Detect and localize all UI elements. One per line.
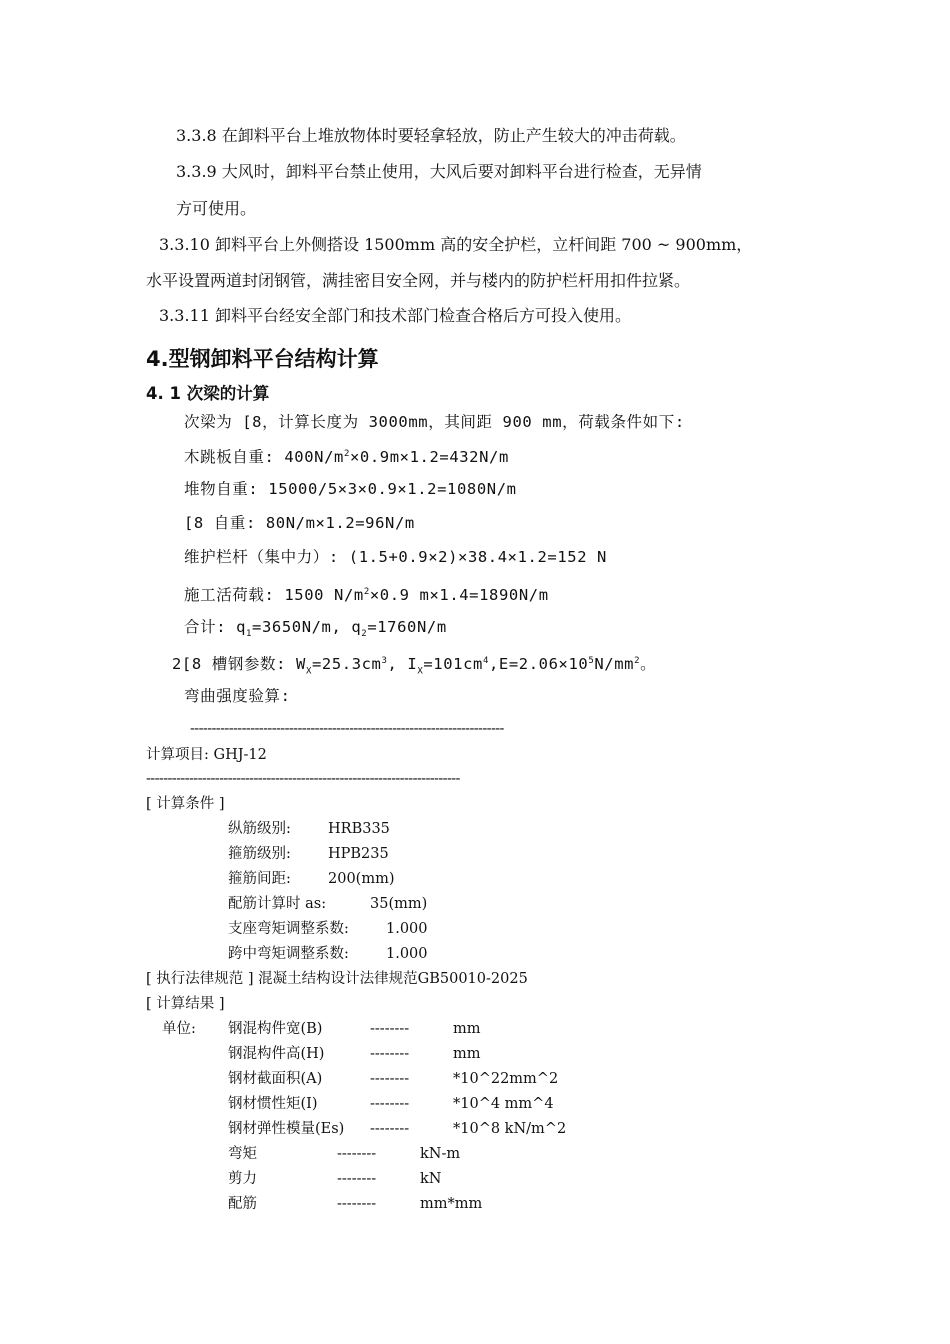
condition-label: 箍筋级别:	[228, 846, 291, 862]
result-dashes: --------	[370, 1121, 410, 1137]
result-label: 钢混构件宽(B)	[228, 1021, 323, 1037]
report-results-header: [ 计算结果 ]	[146, 996, 225, 1012]
condition-value: 200(mm)	[328, 871, 395, 887]
calc-line-channel-params: 2[8 槽钢参数: $W_X=25.3cm^3$, $I_X=101cm^4,E=2.06\times 10^5N/mm^2$。	[172, 655, 657, 677]
paragraph-3-3-10-cont: 水平设置两道封闭钢管，满挂密目安全网，并与楼内的防护栏杆用扣件拉紧。	[146, 271, 691, 290]
unit-label: 单位:	[162, 1021, 196, 1037]
result-dashes: --------	[370, 1046, 410, 1062]
calc-line-railing: 维护栏杆（集中力）: (1.5+0.9×2)×38.4×1.2=152 N	[184, 548, 607, 566]
result-label: 钢材惯性矩(I)	[228, 1096, 318, 1112]
calc-line-stack-weight: 堆物自重: 15000/5×3×0.9×1.2=1080N/m	[184, 480, 517, 498]
result-dashes: --------	[337, 1171, 377, 1187]
condition-value: HPB235	[328, 846, 389, 862]
paragraph-3-3-9: 3.3.9 大风时，卸料平台禁止使用，大风后要对卸料平台进行检查，无异情	[176, 162, 702, 181]
report-dash-top: -------------------------------------------------------------------------	[190, 721, 504, 737]
report-conditions-header: [ 计算条件 ]	[146, 796, 225, 812]
condition-label: 箍筋间距:	[228, 871, 291, 887]
condition-value: 1.000	[386, 921, 428, 937]
condition-label: 跨中弯矩调整系数:	[228, 946, 349, 962]
calc-line-bending-check: 弯曲强度验算:	[184, 687, 291, 705]
condition-label: 配筋计算时 as:	[228, 896, 327, 912]
condition-value: 1.000	[386, 946, 428, 962]
condition-label: 支座弯矩调整系数:	[228, 921, 349, 937]
result-unit: *10^4 mm^4	[453, 1096, 554, 1112]
calc-line-channel-weight: [8 自重: 80N/m×1.2=96N/m	[184, 514, 415, 532]
result-label: 弯矩	[228, 1146, 257, 1162]
result-unit: mm*mm	[420, 1196, 483, 1212]
report-dash-mid: -------------------------------------------------------------------------	[146, 771, 460, 787]
calc-line-wood-board: 木跳板自重: $400N/m^2\times 0.9m\times 1.2=432N/m$	[184, 448, 509, 467]
result-unit: *10^8 kN/m^2	[453, 1121, 567, 1137]
calc-line-total: 合计: $q_1=3650N/m$, $q_2=1760N/m$	[184, 618, 447, 640]
result-unit: mm	[453, 1021, 481, 1037]
paragraph-3-3-9-cont: 方可使用。	[176, 199, 257, 218]
result-dashes: --------	[337, 1146, 377, 1162]
condition-label: 纵筋级别:	[228, 821, 291, 837]
section-subtitle: 4. 1 次梁的计算	[146, 384, 270, 403]
condition-value: HRB335	[328, 821, 390, 837]
report-project: 计算项目: GHJ-12	[146, 747, 267, 763]
result-label: 钢混构件高(H)	[228, 1046, 325, 1062]
result-unit: mm	[453, 1046, 481, 1062]
paragraph-3-3-8: 3.3.8 在卸料平台上堆放物体时要轻拿轻放，防止产生较大的冲击荷载。	[176, 126, 686, 145]
result-label: 配筋	[228, 1196, 257, 1212]
result-label: 钢材截面积(A)	[228, 1071, 323, 1087]
section-title: 4.型钢卸料平台结构计算	[146, 347, 379, 371]
result-dashes: --------	[370, 1096, 410, 1112]
result-unit: kN	[420, 1171, 442, 1187]
paragraph-3-3-10: 3.3.10 卸料平台上外侧搭设 1500mm 高的安全护栏，立杆间距 700 ~ 900mm，	[159, 235, 753, 254]
calc-intro: 次梁为 [8，计算长度为 3000mm，其间距 900 mm，荷载条件如下:	[184, 413, 685, 431]
result-dashes: --------	[337, 1196, 377, 1212]
result-label: 钢材弹性模量(Es)	[228, 1121, 345, 1137]
calc-line-live-load: 施工活荷载: 1500 $N/m^2\times 0.9$ m×1.4=1890N/m	[184, 586, 549, 605]
result-unit: *10^22mm^2	[453, 1071, 559, 1087]
report-code-line: [ 执行法律规范 ] 混凝土结构设计法律规范GB50010-2025	[146, 971, 528, 987]
condition-value: 35(mm)	[370, 896, 428, 912]
result-dashes: --------	[370, 1021, 410, 1037]
result-dashes: --------	[370, 1071, 410, 1087]
result-label: 剪力	[228, 1171, 257, 1187]
result-unit: kN-m	[420, 1146, 461, 1162]
paragraph-3-3-11: 3.3.11 卸料平台经安全部门和技术部门检查合格后方可投入使用。	[159, 306, 631, 325]
